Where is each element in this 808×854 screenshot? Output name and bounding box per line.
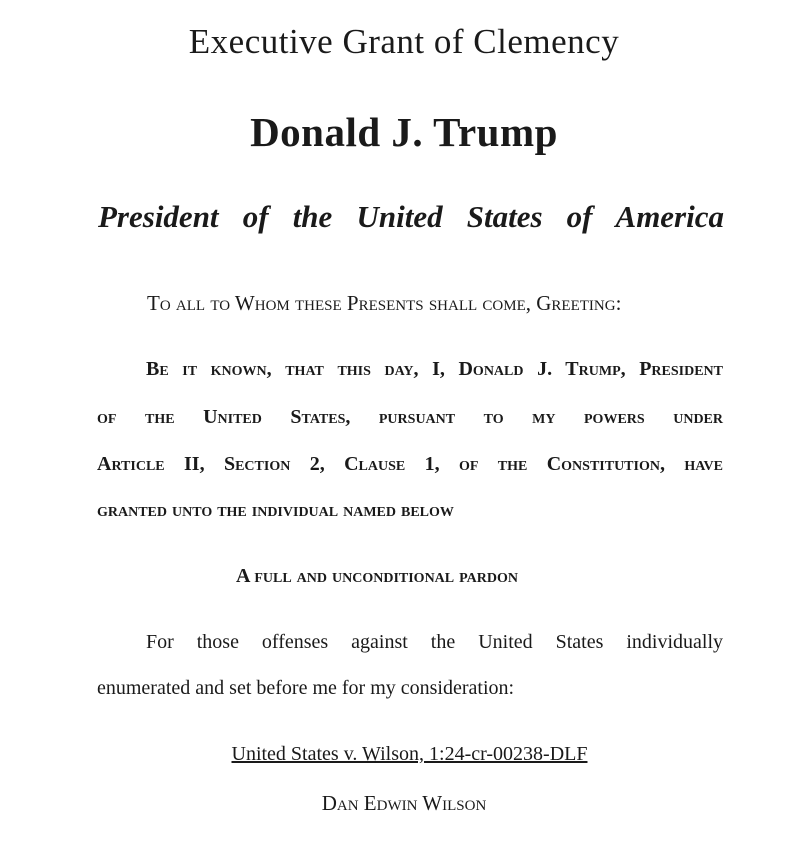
grantor-name: Donald J. Trump [250, 109, 558, 155]
greeting-line: To all to Whom these Presents shall come, Greeting: [147, 291, 622, 315]
document-title: Executive Grant of Clemency [188, 22, 620, 61]
case-citation: United States v. Wilson, 1:24-cr-00238-DLF [231, 743, 588, 765]
pardon-type: A full and unconditional pardon [236, 565, 518, 587]
proclamation-line-1: Be it known, that this day, I, Donald J. Trump, President [146, 358, 723, 380]
offense-line-2: enumerated and set before me for my consideration: [97, 677, 515, 699]
proclamation-line-4: granted unto the individual named below [97, 499, 454, 521]
proclamation-line-2: of the United States, pursuant to my powers under [97, 406, 723, 428]
recipient-name: Dan Edwin Wilson [321, 791, 487, 815]
proclamation-line-3: Article II, Section 2, Clause 1, of the Constitution, have [97, 453, 723, 475]
offense-line-1: For those offenses against the United States individually [146, 631, 723, 653]
grantor-office: President of the United States of America [98, 199, 724, 234]
